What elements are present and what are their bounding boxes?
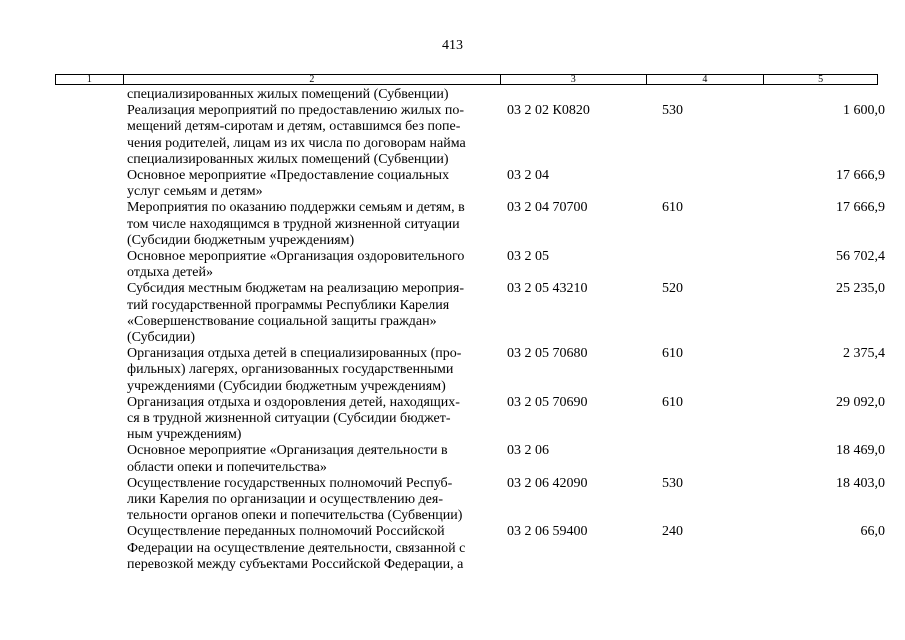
row-expense-type: 240	[662, 524, 683, 540]
row-expense-type: 530	[662, 475, 683, 491]
row-expense-type	[662, 87, 692, 103]
row-expense-type	[662, 168, 692, 200]
row-code: 03 2 06 59400	[507, 524, 588, 540]
description-line: учреждениями (Субсидии бюджетным учреждениям)	[127, 378, 446, 394]
row-description	[127, 395, 495, 444]
row-code: 03 2 06 42090	[507, 475, 588, 491]
row-amount: 29 092,0	[836, 394, 885, 410]
page-number: 413	[442, 38, 463, 53]
row-expense-type: 610	[662, 346, 683, 362]
description-line: Мероприятия по оказанию поддержки семьям и детям, в	[127, 200, 465, 216]
row-amount: 17 666,9	[836, 200, 885, 216]
row-description	[127, 443, 495, 475]
row-expense-type	[662, 249, 692, 281]
row-code	[507, 87, 657, 103]
description-line: специализированных жилых помещений (Субвенции)	[127, 151, 449, 167]
description-line: Субсидия местным бюджетам на реализацию мероприя-	[127, 281, 465, 297]
table-row	[0, 443, 905, 475]
header-cell-2: 2	[124, 75, 501, 84]
row-description	[127, 281, 495, 346]
description-line: Реализация мероприятий по предоставлению жилых по-	[127, 103, 465, 119]
row-description	[127, 249, 495, 281]
row-expense-type: 610	[662, 200, 683, 216]
description-line: чения родителей, лицам из их числа по договорам найма	[127, 135, 466, 151]
description-line: «Совершенствование социальной защиты граждан»	[127, 313, 437, 329]
description-line: Основное мероприятие «Организация деятельности в	[127, 443, 448, 459]
row-amount: 18 469,0	[836, 443, 885, 459]
row-amount: 1 600,0	[843, 103, 885, 119]
description-line: специализированных жилых помещений (Субвенции)	[127, 87, 449, 102]
row-code: 03 2 05 43210	[507, 281, 588, 297]
table-row	[0, 395, 905, 444]
description-line: мещений детям-сиротам и детям, оставшимся без попе-	[127, 119, 461, 135]
description-line: ся в трудной жизненной ситуации (Субсидии бюджет-	[127, 411, 451, 427]
row-code: 03 2 05 70680	[507, 346, 588, 362]
description-line: Основное мероприятие «Организация оздоровительного	[127, 249, 465, 265]
table-row	[0, 87, 905, 103]
description-line: тий государственной программы Республики Карелия	[127, 297, 450, 313]
table-row	[0, 346, 905, 395]
row-code: 03 2 04	[507, 168, 549, 184]
row-description	[127, 476, 495, 525]
row-amount	[692, 87, 885, 103]
table-row	[0, 281, 905, 346]
description-line: Осуществление переданных полномочий Российской	[127, 524, 445, 540]
row-description	[127, 168, 495, 200]
row-code: 03 2 04 70700	[507, 200, 588, 216]
row-code: 03 2 05	[507, 249, 549, 265]
row-expense-type	[662, 443, 692, 475]
row-expense-type: 530	[662, 103, 683, 119]
description-line: услуг семьям и детям»	[127, 184, 263, 200]
row-code: 03 2 06	[507, 443, 549, 459]
row-expense-type: 520	[662, 281, 683, 297]
row-amount: 66,0	[860, 524, 885, 540]
header-cell-5: 5	[818, 74, 824, 85]
description-line: ным учреждениям)	[127, 427, 242, 443]
table-row	[0, 200, 905, 249]
description-line: отдыха детей»	[127, 265, 213, 281]
table-row	[0, 168, 905, 200]
table-row	[0, 103, 905, 168]
table-header	[55, 74, 878, 85]
table-body	[0, 87, 905, 573]
row-code: 03 2 05 70690	[507, 394, 588, 410]
row-description	[127, 524, 495, 573]
description-line: перевозкой между субъектами Российской Федерации, а	[127, 556, 464, 572]
table-row	[0, 476, 905, 525]
row-amount: 2 375,4	[843, 346, 885, 362]
description-line: Осуществление государственных полномочий Респуб-	[127, 475, 453, 491]
table-row	[0, 524, 905, 573]
header-cell-3: 3	[501, 75, 647, 84]
description-line: фильных) лагерях, организованных государственными	[127, 362, 454, 378]
description-line: (Субсидии бюджетным учреждениям)	[127, 232, 355, 248]
row-description	[127, 200, 495, 249]
table-row	[0, 249, 905, 281]
description-line: Организация отдыха детей в специализированных (про-	[127, 346, 462, 362]
header-cell-1: 1	[56, 75, 124, 84]
description-line: тельности органов опеки и попечительства (Субвенции)	[127, 508, 463, 524]
row-expense-type: 610	[662, 394, 683, 410]
description-line: области опеки и попечительства»	[127, 459, 327, 475]
description-line: Основное мероприятие «Предоставление социальных	[127, 168, 450, 184]
description-line: (Субсидии)	[127, 330, 196, 346]
description-line: Организация отдыха и оздоровления детей, находящих-	[127, 394, 460, 410]
row-amount: 25 235,0	[836, 281, 885, 297]
row-amount: 17 666,9	[836, 168, 885, 184]
description-line: Федерации на осуществление деятельности, связанной с	[127, 540, 466, 556]
row-description	[127, 346, 495, 395]
row-amount: 18 403,0	[836, 475, 885, 491]
row-code: 03 2 02 К0820	[507, 103, 590, 119]
description-line: том числе находящимся в трудной жизненной ситуации	[127, 216, 460, 232]
header-cell-4: 4	[647, 75, 765, 84]
description-line: лики Карелия по организации и осуществлению дея-	[127, 492, 443, 508]
row-description	[127, 103, 495, 168]
row-amount: 56 702,4	[836, 249, 885, 265]
row-description	[127, 87, 495, 103]
